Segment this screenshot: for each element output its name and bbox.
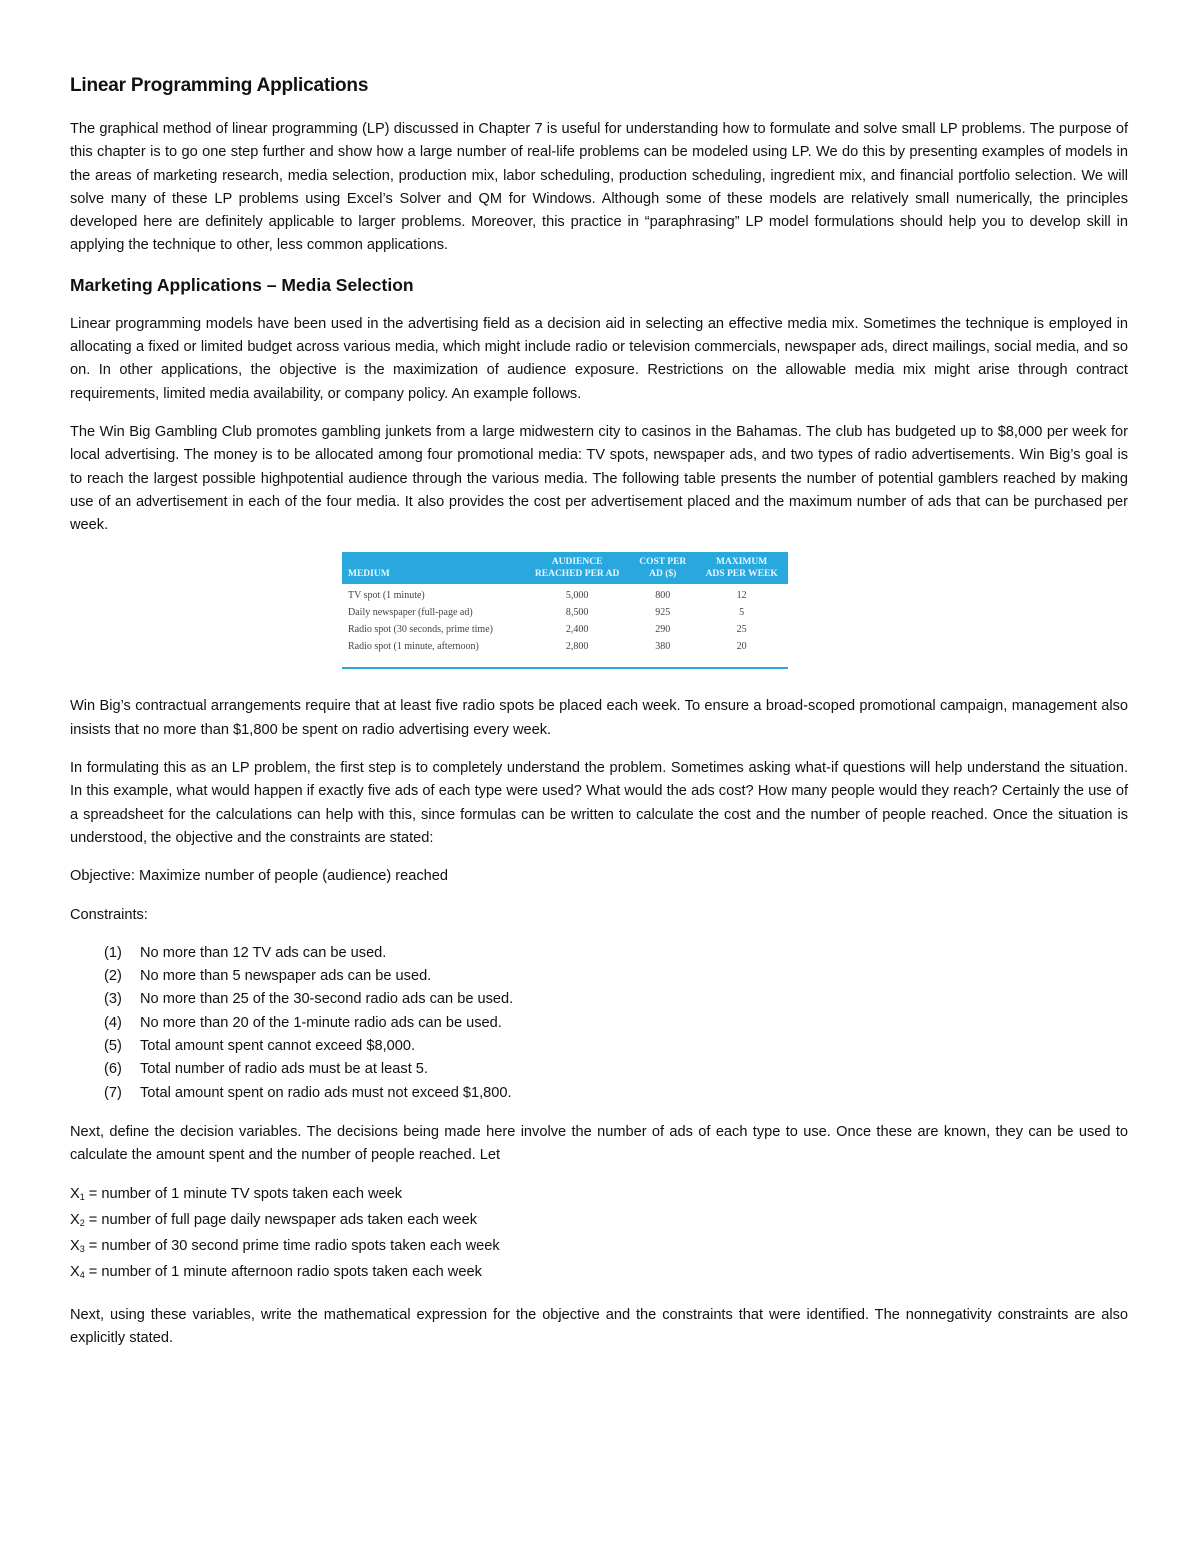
next-paragraph: Next, using these variables, write the mathematical expression for the objective and the constraints that were identified. The nonnegativity constraints are also explicitly stated. bbox=[70, 1306, 1128, 1346]
variable-subscript: 2 bbox=[79, 1217, 85, 1228]
variable-definition bbox=[70, 1183, 1128, 1209]
constraint-text: No more than 12 TV ads can be used. bbox=[140, 944, 387, 961]
cell-cost: 925 bbox=[655, 607, 671, 619]
constraint-number: (2) bbox=[104, 968, 122, 985]
media-table-figure bbox=[342, 552, 788, 669]
document-page bbox=[70, 74, 1128, 1365]
header-max-line1: MAXIMUM bbox=[716, 557, 768, 568]
header-cost bbox=[630, 552, 695, 584]
variable-symbol: X bbox=[70, 1264, 80, 1281]
media-table bbox=[342, 552, 788, 667]
constraint-text: No more than 25 of the 30-second radio ads can be used. bbox=[140, 991, 514, 1008]
header-medium-label: MEDIUM bbox=[348, 569, 390, 580]
variable-text: = number of full page daily newspaper ads taken each week bbox=[84, 1211, 477, 1228]
constraint-text: No more than 20 of the 1-minute radio ads can be used. bbox=[140, 1014, 502, 1031]
variable-subscript: 1 bbox=[79, 1191, 85, 1202]
variable-symbol: X bbox=[70, 1211, 80, 1228]
variable-definition bbox=[70, 1261, 1128, 1287]
cell-medium: Radio spot (1 minute, afternoon) bbox=[348, 641, 479, 653]
variable-definition bbox=[70, 1209, 1128, 1235]
variable-text: = number of 1 minute afternoon radio spots taken each week bbox=[84, 1264, 482, 1281]
list-item bbox=[104, 942, 1128, 965]
table-row bbox=[342, 638, 788, 667]
header-audience-line2: REACHED PER AD bbox=[534, 569, 620, 580]
table-row bbox=[342, 604, 788, 621]
list-item bbox=[104, 988, 1128, 1011]
constraint-text: Total amount spent on radio ads must not exceed $1,800. bbox=[140, 1084, 512, 1101]
constraints-list bbox=[104, 942, 1128, 1105]
objective-line: Objective: Maximize number of people (audience) reached bbox=[70, 868, 449, 885]
cell-cost: 800 bbox=[655, 590, 671, 602]
variables-list bbox=[70, 1183, 1128, 1288]
table-row bbox=[342, 584, 788, 604]
constraint-number: (6) bbox=[104, 1061, 122, 1078]
constraint-number: (4) bbox=[104, 1014, 122, 1031]
cell-audience: 5,000 bbox=[565, 590, 589, 602]
header-max-line2: ADS PER WEEK bbox=[705, 569, 778, 580]
list-item bbox=[104, 1058, 1128, 1081]
constraint-number: (5) bbox=[104, 1038, 122, 1055]
media-paragraph-1: Linear programming models have been used in the advertising field as a decision aid in selecting an effective media mix. Sometimes the technique is employed in allocating a fixed or limited budget across various media, which might include radio or television commercials, newspaper ads, direct mailings, social media, and so on. In other applications, the objective is the maximization of audience exposure. Restrictions on the allowable media mix might arise through contract requirements, limited media availability, or company policy. An example follows. bbox=[70, 315, 1128, 402]
constraint-text: Total number of radio ads must be at least 5. bbox=[140, 1061, 428, 1078]
contract-paragraph: Win Big’s contractual arrangements require that at least five radio spots be placed each week. To ensure a broad-scoped promotional campaign, management also insists that no more than $1,800 be spent on radio advertising every week. bbox=[70, 698, 1128, 738]
cell-medium: TV spot (1 minute) bbox=[348, 590, 425, 602]
constraints-label: Constraints: bbox=[70, 906, 148, 923]
media-paragraph-2: The Win Big Gambling Club promotes gambling junkets from a large midwestern city to casinos in the Bahamas. The club has budgeted up to $8,000 per week for local advertising. The money is to be allocated among four promotional media: TV spots, newspaper ads, and two types of radio advertisements. Win Big’s goal is to reach the largest possible highpotential audience through the various media. The following table presents the number of potential gamblers reached by making use of an advertisement in each of the four media. It also provides the cost per advertisement placed and the maximum number of ads that can be purchased per week. bbox=[70, 423, 1128, 534]
formulate-paragraph: In formulating this as an LP problem, the first step is to completely understand the problem. Sometimes asking what-if questions will help understand the situation. In this example, what would happen if exactly five ads of each type were used? What would the ads cost? How many people would they reach? Certainly the use of a spreadsheet for the calculations can help with this, since formulas can be written to calculate the cost and the number of people reached. Once the situation is understood, the objective and the constraints are stated: bbox=[70, 760, 1128, 846]
constraint-text: Total amount spent cannot exceed $8,000. bbox=[140, 1038, 416, 1055]
header-medium bbox=[342, 552, 524, 584]
constraint-number: (7) bbox=[104, 1084, 122, 1101]
constraint-number: (1) bbox=[104, 944, 122, 961]
cell-cost: 380 bbox=[655, 641, 671, 653]
list-item bbox=[104, 965, 1128, 988]
variable-subscript: 4 bbox=[79, 1270, 85, 1281]
variable-definition bbox=[70, 1235, 1128, 1261]
cell-cost: 290 bbox=[655, 624, 671, 636]
cell-medium: Radio spot (30 seconds, prime time) bbox=[348, 624, 493, 636]
list-item bbox=[104, 1012, 1128, 1035]
cell-audience: 8,500 bbox=[565, 607, 589, 619]
cell-max: 5 bbox=[739, 607, 745, 619]
header-cost-line1: COST PER bbox=[639, 557, 687, 568]
intro-paragraph: The graphical method of linear programming (LP) discussed in Chapter 7 is useful for understanding how to formulate and solve small LP problems. The purpose of this chapter is to go one step further and show how a large number of real-life problems can be modeled using LP. We do this by presenting examples of models in the areas of marketing research, media selection, production mix, labor scheduling, production scheduling, ingredient mix, and financial portfolio selection. We will solve many of these LP problems using Excel’s Solver and QM for Windows. Although some of these models are relatively small numerically, the principles developed here are definitely applicable to larger problems. Moreover, this practice in “paraphrasing” LP model formulations should help you to develop skill in applying the technique to other, less common applications. bbox=[70, 121, 1128, 254]
table-row bbox=[342, 621, 788, 638]
variables-paragraph: Next, define the decision variables. The decisions being made here involve the number of ads of each type to use. Once these are known, they can be used to calculate the amount spent and the number of people reached. Let bbox=[70, 1123, 1128, 1164]
variable-symbol: X bbox=[70, 1185, 80, 1202]
constraint-text: No more than 5 newspaper ads can be used. bbox=[140, 968, 432, 985]
variable-text: = number of 1 minute TV spots taken each week bbox=[84, 1185, 403, 1202]
header-audience-line1: AUDIENCE bbox=[551, 557, 603, 568]
header-cost-line2: AD ($) bbox=[649, 569, 677, 580]
variable-subscript: 3 bbox=[79, 1244, 85, 1255]
cell-audience: 2,400 bbox=[565, 624, 589, 636]
variable-text: = number of 30 second prime time radio spots taken each week bbox=[84, 1238, 500, 1255]
cell-max: 25 bbox=[736, 624, 747, 636]
cell-medium: Daily newspaper (full-page ad) bbox=[348, 607, 473, 619]
document-title: Linear Programming Applications bbox=[70, 75, 369, 96]
media-table-header-row bbox=[342, 552, 788, 584]
cell-max: 12 bbox=[736, 590, 747, 602]
list-item bbox=[104, 1082, 1128, 1105]
variable-symbol: X bbox=[70, 1238, 80, 1255]
header-max bbox=[695, 552, 788, 584]
table-bottom-rule bbox=[342, 667, 788, 669]
header-audience bbox=[524, 552, 630, 584]
cell-max: 20 bbox=[736, 641, 747, 653]
list-item bbox=[104, 1035, 1128, 1058]
constraint-number: (3) bbox=[104, 991, 122, 1008]
cell-audience: 2,800 bbox=[565, 641, 589, 653]
section-heading: Marketing Applications – Media Selection bbox=[70, 274, 414, 295]
